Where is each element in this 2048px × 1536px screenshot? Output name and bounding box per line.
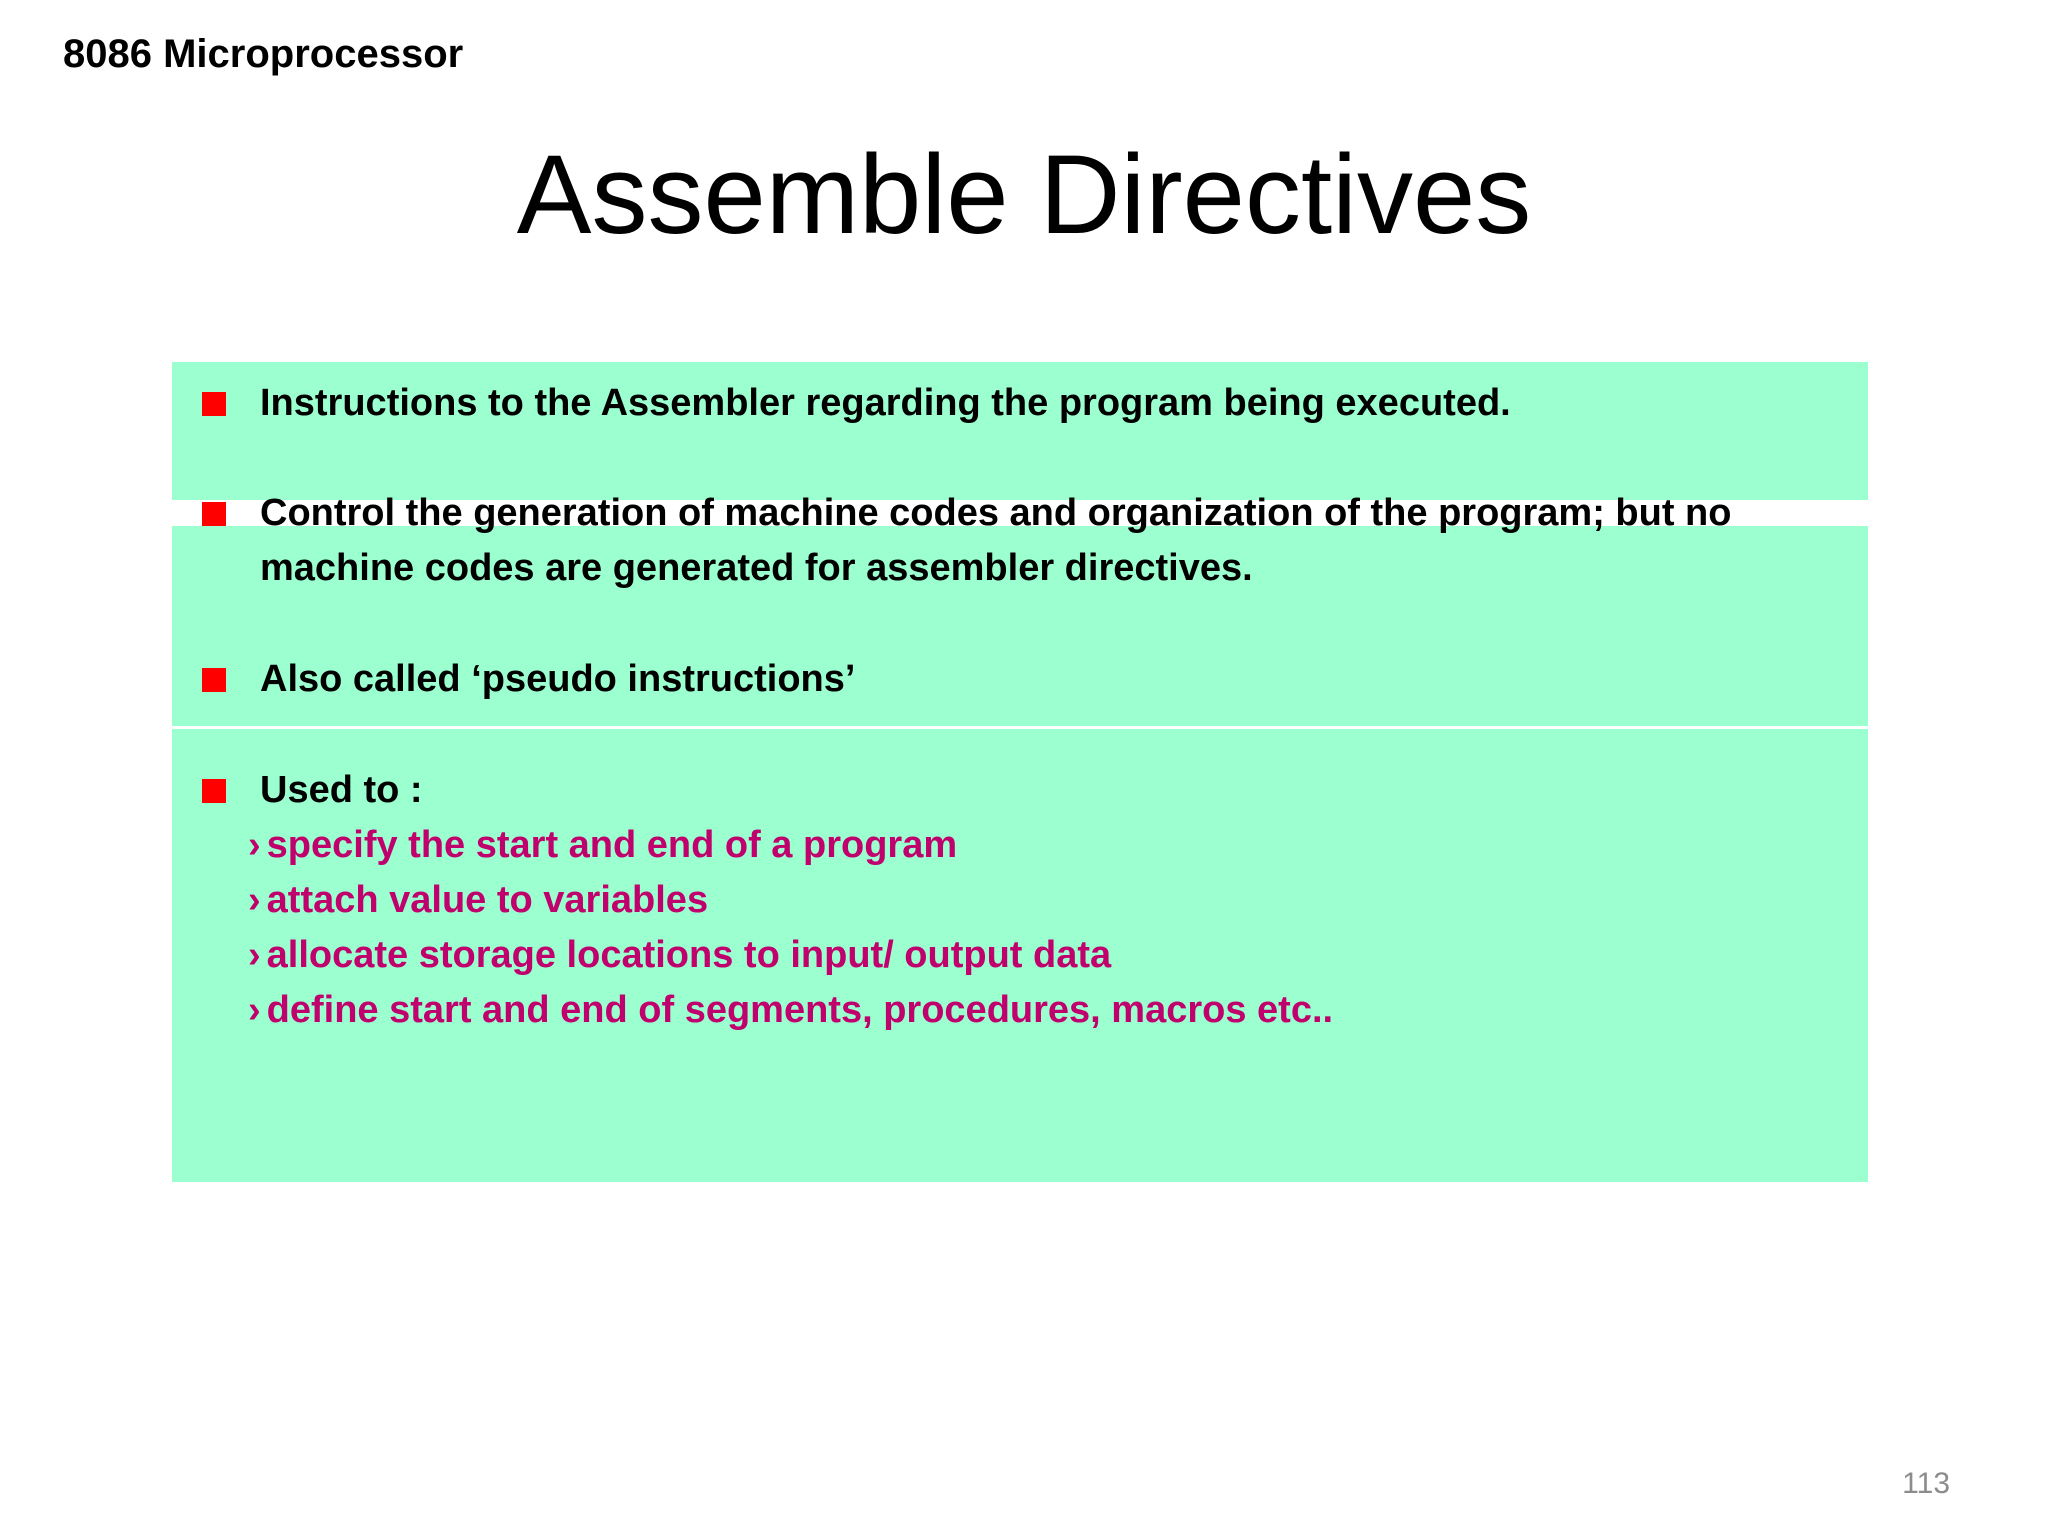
slide-title: Assemble Directives xyxy=(516,132,1532,257)
square-bullet-icon xyxy=(202,668,226,692)
square-bullet-icon xyxy=(202,392,226,416)
sub-item-list xyxy=(248,818,1748,1038)
bullet-text: Control the generation of machine codes and organization of the program; but no machine codes are generated for assembler directives. xyxy=(260,492,1732,589)
sub-item-text: define start and end of segments, procedures, macros etc.. xyxy=(266,989,1334,1031)
chevron-right-icon: › xyxy=(248,879,261,921)
chevron-right-icon: › xyxy=(248,824,261,866)
content-panel xyxy=(172,362,1868,1182)
chevron-right-icon: › xyxy=(248,934,261,976)
page-number: 113 xyxy=(1902,1467,1950,1500)
sub-item-text: allocate storage locations to input/ output data xyxy=(266,934,1112,976)
sub-list-item xyxy=(248,818,1748,873)
sub-list-item xyxy=(248,928,1748,983)
square-bullet-icon xyxy=(202,779,226,803)
bullet-text: Also called ‘pseudo instructions’ xyxy=(260,658,856,700)
sub-item-text: specify the start and end of a program xyxy=(266,824,958,866)
chevron-right-icon: › xyxy=(248,989,261,1031)
sub-list-item xyxy=(248,873,1748,928)
header-title: 8086 Microprocessor xyxy=(63,32,464,76)
sub-list-item xyxy=(248,983,1748,1038)
square-bullet-icon xyxy=(202,502,226,526)
bullet-text: Used to : xyxy=(260,769,423,811)
sub-item-text: attach value to variables xyxy=(266,879,709,921)
bullet-text: Instructions to the Assembler regarding the program being executed. xyxy=(260,382,1511,424)
